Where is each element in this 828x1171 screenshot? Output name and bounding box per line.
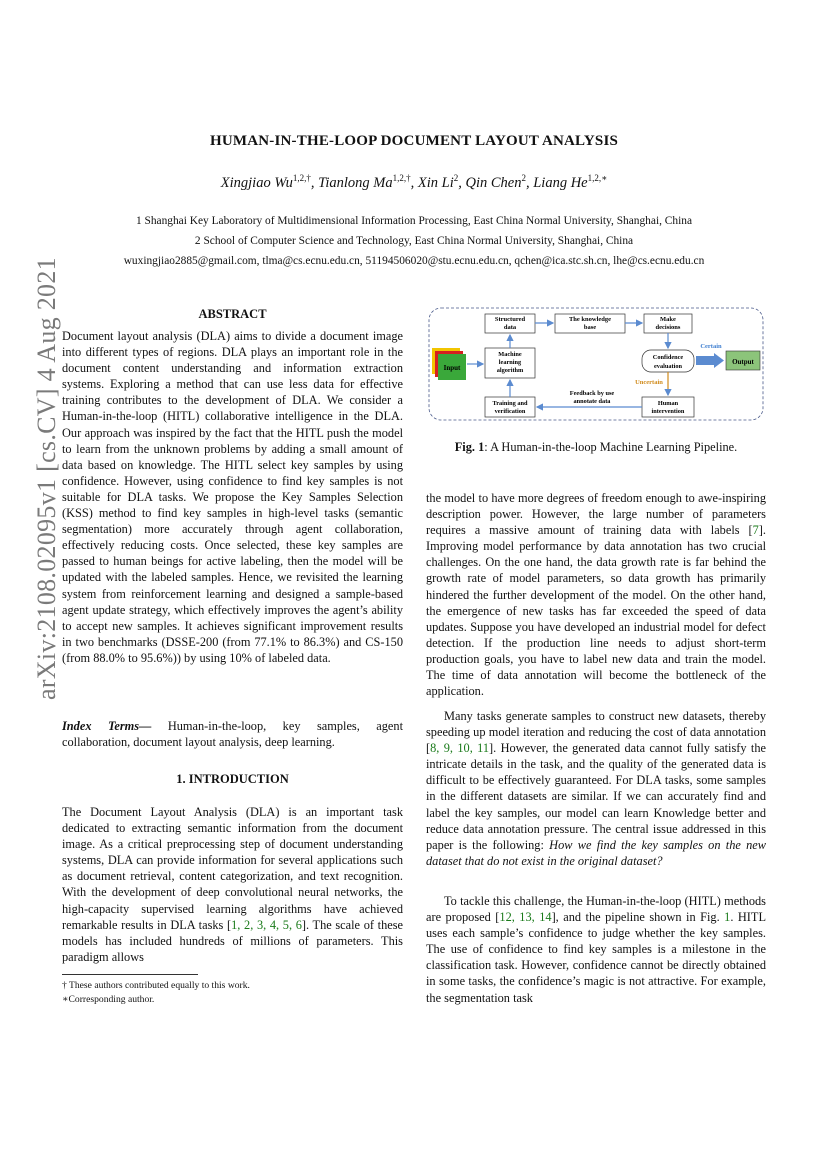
text-run: ]. However, the generated data cannot fully satisfy the intricate details in the task, and the quality of the generated data is difficult to be effectively guaranteed. For DLA tasks, some samples in the different datasets are similar. If we can accurately find and label the key samples, our model can learn Knowledge better and reduce data annotation pressure. The central issue addressed in this paper is the following:	[426, 741, 766, 852]
svg-text:data: data	[503, 324, 517, 331]
svg-text:intervention: intervention	[651, 408, 685, 415]
svg-text:Output: Output	[732, 358, 754, 366]
index-terms-text: Human-in-the-loop, key samples, agent collaboration, document layout analysis, deep learning.	[62, 719, 403, 750]
node-structured-data	[485, 314, 535, 333]
figure-caption-label: Fig. 1	[454, 440, 485, 454]
feedback-label: Feedback by use	[569, 390, 615, 397]
svg-text:The knowledge: The knowledge	[568, 316, 612, 323]
author-sup: 2	[453, 173, 459, 183]
citation-link[interactable]: 8, 9, 10, 11	[430, 741, 490, 756]
intro-paragraph-4	[426, 893, 766, 1006]
node-confidence-evaluation	[642, 350, 694, 372]
uncertain-label: Uncertain	[635, 379, 663, 386]
paper-title: HUMAN-IN-THE-LOOP DOCUMENT LAYOUT ANALYSIS	[209, 133, 619, 149]
intro-heading: 1. INTRODUCTION	[176, 772, 289, 786]
figure-caption-text: : A Human-in-the-loop Machine Learning Pipeline.	[484, 440, 738, 454]
author-name: Xingjiao Wu	[220, 174, 293, 191]
figure-link[interactable]: 1	[724, 910, 731, 925]
text-run: . HITL uses each sample’s confidence to judge whether the key samples. The use of confidence to find key samples is a milestone in the classification task. However, confidence cannot be directly obtained in some tasks, the confidence’s magic is not attractive. For example, the segmentation task	[426, 910, 766, 1005]
svg-text:Machine: Machine	[498, 351, 522, 358]
text-run: Many tasks generate samples to construct new datasets, thereby speeding up model iteration and reducing the cost of data annotation [	[426, 709, 766, 756]
node-output	[726, 351, 760, 370]
pipeline-figure	[426, 306, 766, 424]
svg-text:Training and: Training and	[492, 400, 528, 407]
index-terms-label: Index Terms—	[62, 719, 152, 733]
intro-paragraph-3	[426, 708, 766, 869]
text-run: the model to have more degrees of freedom enough to awe-inspiring description power. However, the large number of parameters requires a massive amount of training data with labels [	[426, 491, 766, 538]
svg-text:Input: Input	[443, 364, 461, 372]
feedback-label: annotate data	[573, 398, 611, 405]
author-name: Liang He	[533, 174, 588, 191]
node-training-verification	[485, 397, 535, 417]
citation-link[interactable]: 1, 2, 3, 4, 5, 6	[231, 917, 302, 932]
text-run: ], and the pipeline shown in Fig.	[551, 910, 725, 925]
intro-paragraph-2	[426, 490, 766, 699]
node-knowledge-base	[555, 314, 625, 333]
text-run: ]. The scale of these models has included hundreds of millions of parameters. This paradigm allows	[62, 917, 404, 964]
svg-text:algorithm: algorithm	[496, 367, 524, 374]
certain-label: Certain	[700, 343, 722, 350]
svg-text:verification: verification	[494, 408, 526, 415]
affiliation-2: 2 School of Computer Science and Technology, East China Normal University, Shanghai, China	[194, 235, 634, 247]
affiliation-1: 1 Shanghai Key Laboratory of Multidimensional Information Processing, East China Normal University, Shanghai, China	[135, 215, 693, 227]
svg-text:Confidence: Confidence	[652, 354, 684, 361]
arxiv-stamp: arXiv:2108.02095v1 [cs.CV] 4 Aug 2021	[32, 257, 61, 700]
footnote-equal-contribution: † These authors contributed equally to this work.	[62, 980, 250, 991]
author-sup: 1,2,†	[292, 173, 311, 183]
node-human-intervention	[642, 397, 694, 417]
svg-text:Structured: Structured	[494, 316, 526, 323]
svg-text:evaluation: evaluation	[654, 363, 682, 370]
text-run: ]. Improving model performance by data annotation has two crucial challenges. On the one hand, the data growth rate is far behind the growth rate of model parameters, so data growth has primarily hindered the further development of the model. On the other hand, the emergence of new tasks has far exceeded the speed of data updates. Suppose you have developed an industrial model for defect detection. If the production line needs to adjust short-term production goals, you have to label new data and train the model. The time of data annotation will become the bottleneck of the application.	[426, 523, 766, 699]
abstract-heading: ABSTRACT	[198, 307, 267, 321]
author-name: Tianlong Ma	[318, 174, 393, 191]
author-name: Qin Chen	[465, 174, 522, 191]
abstract-text: Document layout analysis (DLA) aims to divide a document image into different types of regions. DLA plays an important role in the document content understanding and information extraction systems. Exploring a method that can use less data for effective training contributes to the development of DLA. We consider a Human-in-the-loop (HITL) collaborative intelligence in the DLA. Our approach was inspired by the fact that the HITL push the model to learn from the unknown problems by adding a small amount of data based on knowledge. The HITL select key samples by using confidence. However, using confidence to find key samples is not suitable for DLA tasks. We propose the Key Samples Selection (KSS) method to find key samples in high-level tasks (semantic segmentation) more accurately through agent collaboration, effectively reducing costs. Once selected, these key samples are passed to human beings for active labeling, then the model will be updated with the labeled samples. Hence, we revisited the learning system from reinforcement learning and designed a sample-based agent update strategy, which effectively improves the agent’s ability to accept new samples. It achieves significant improvement results in two benchmarks (DSSE-200 (from 77.1% to 86.3%) and CS-150 (from 88.0% to 95.6%)) by using 10% of labeled data.	[62, 329, 403, 665]
citation-link[interactable]: 12, 13, 14	[499, 910, 552, 925]
node-make-decisions	[644, 314, 692, 333]
svg-text:base: base	[583, 324, 597, 331]
svg-text:Make: Make	[660, 316, 676, 323]
author-list: Xingjiao $Wu^{1,2,\dagger}$, Tianlong $Ma^{1,2,\dagger}$, Xin Li$^2$, Qin Chen$^2$, Liang $He^{1,2,∗}$	[220, 173, 608, 191]
author-emails: wuxingjiao2885@gmail.com, tlma@cs.ecnu.edu.cn, 51194506020@stu.ecnu.edu.cn, qchen@ica.stc.sh.cn, lhe@cs.ecnu.edu.cn	[123, 255, 705, 267]
research-question: How we find the key samples on the new dataset that do not exist in the original dataset?	[426, 837, 766, 868]
figure-caption	[426, 440, 766, 455]
author-sup: 1,2,†	[392, 173, 411, 183]
pipeline-diagram	[426, 306, 766, 424]
citation-link[interactable]: 7	[752, 523, 759, 538]
author-name: Xin Li	[417, 174, 454, 191]
svg-text:decisions: decisions	[655, 324, 681, 331]
footnote-rule	[62, 974, 198, 975]
index-terms	[62, 718, 403, 750]
node-input	[432, 348, 466, 380]
svg-text:learning: learning	[498, 359, 522, 366]
footnote-corresponding: ∗Corresponding author.	[62, 994, 155, 1005]
text-run: The Document Layout Analysis (DLA) is an important task dedicated to extracting semantic information from the document image. As a critical preprocessing step of document understanding systems, DLA can provide information for several applications such as document retrieval, content categorization, and text recognition. With the development of deep convolutional neural networks, the high-capacity supervised learning algorithms have achieved remarkable results in DLA tasks [	[62, 805, 403, 932]
node-ml-algorithm	[485, 348, 535, 378]
intro-paragraph-1	[62, 804, 403, 965]
author-sup: 1,2,∗	[587, 173, 608, 183]
svg-text:Human: Human	[657, 400, 679, 407]
author-sup: 2	[521, 173, 526, 183]
text-run: To tackle this challenge, the Human-in-the-loop (HITL) methods are proposed [	[426, 894, 766, 925]
